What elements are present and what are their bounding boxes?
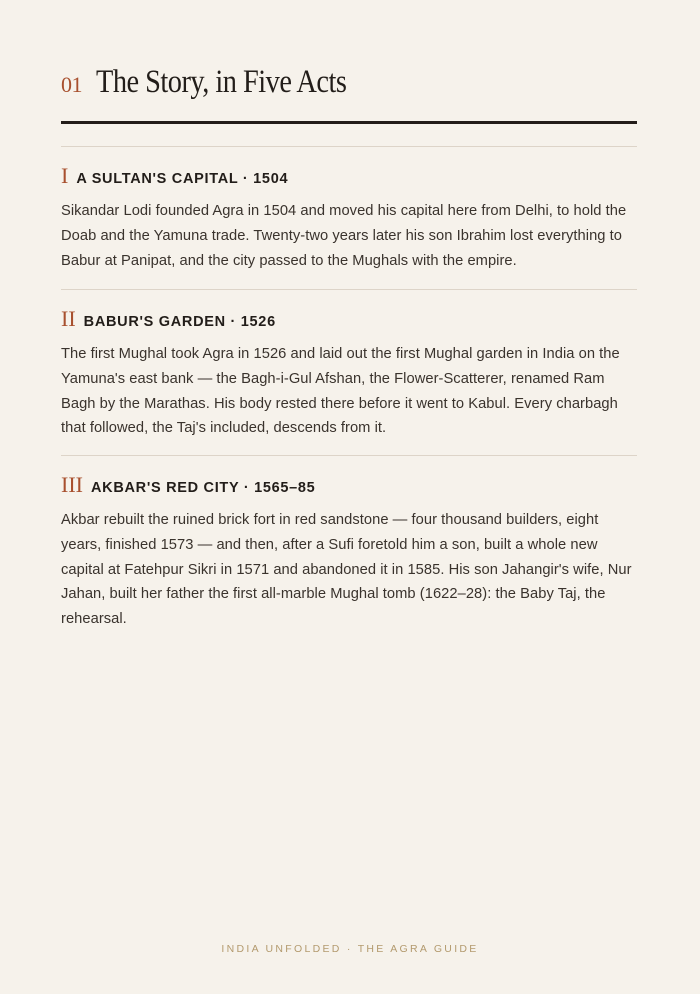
act-numeral: II [61,306,76,331]
chapter-title: The Story, in Five Acts [96,64,347,100]
section-divider [61,289,637,290]
act-heading [61,165,637,191]
act-title: BABUR'S GARDEN · 1526 [83,314,276,330]
act-body: The first Mughal took Agra in 1526 and laid out the first Mughal garden in India on the Yamuna's east bank — the Bagh-i-Gul Afshan, the Flower-Scatterer, renamed Ram Bagh by the Marathas. His body rested there before it went to Kabul. Every charbagh that followed, the Taj's included, descends from it. [61,346,620,437]
act-heading [61,474,637,500]
act-section-3 [61,474,637,632]
chapter-number: 01 [61,72,82,97]
act-heading [61,308,637,334]
heading-rule [61,121,637,124]
act-numeral: I [61,163,69,188]
act-numeral: III [61,472,83,497]
act-body: Akbar rebuilt the ruined brick fort in red sandstone — four thousand builders, eight years, finished 1573 — and then, after a Sufi foretold him a son, built a whole new capital at Fatehpur Sikri in 1571 and abandoned it in 1585. His son Jahangir's wife, Nur Jahan, built her father the first all-marble Mughal tomb (1622–28): the Baby Taj, the rehearsal. [61,512,632,628]
act-title: A SULTAN'S CAPITAL · 1504 [76,171,289,187]
act-body: Sikandar Lodi founded Agra in 1504 and moved his capital here from Delhi, to hold the Doab and the Yamuna trade. Twenty-two years later his son Ibrahim lost everything to Babur at Panipat, and the city passed to the Mughals with the empire. [61,203,627,269]
act-section-2 [61,308,637,441]
section-divider [61,455,637,456]
page-footer: INDIA UNFOLDED · THE AGRA GUIDE [221,943,479,955]
chapter-heading [61,64,637,101]
act-title: AKBAR'S RED CITY · 1565–85 [90,480,316,496]
act-section-1 [61,165,637,273]
section-divider [61,146,637,147]
